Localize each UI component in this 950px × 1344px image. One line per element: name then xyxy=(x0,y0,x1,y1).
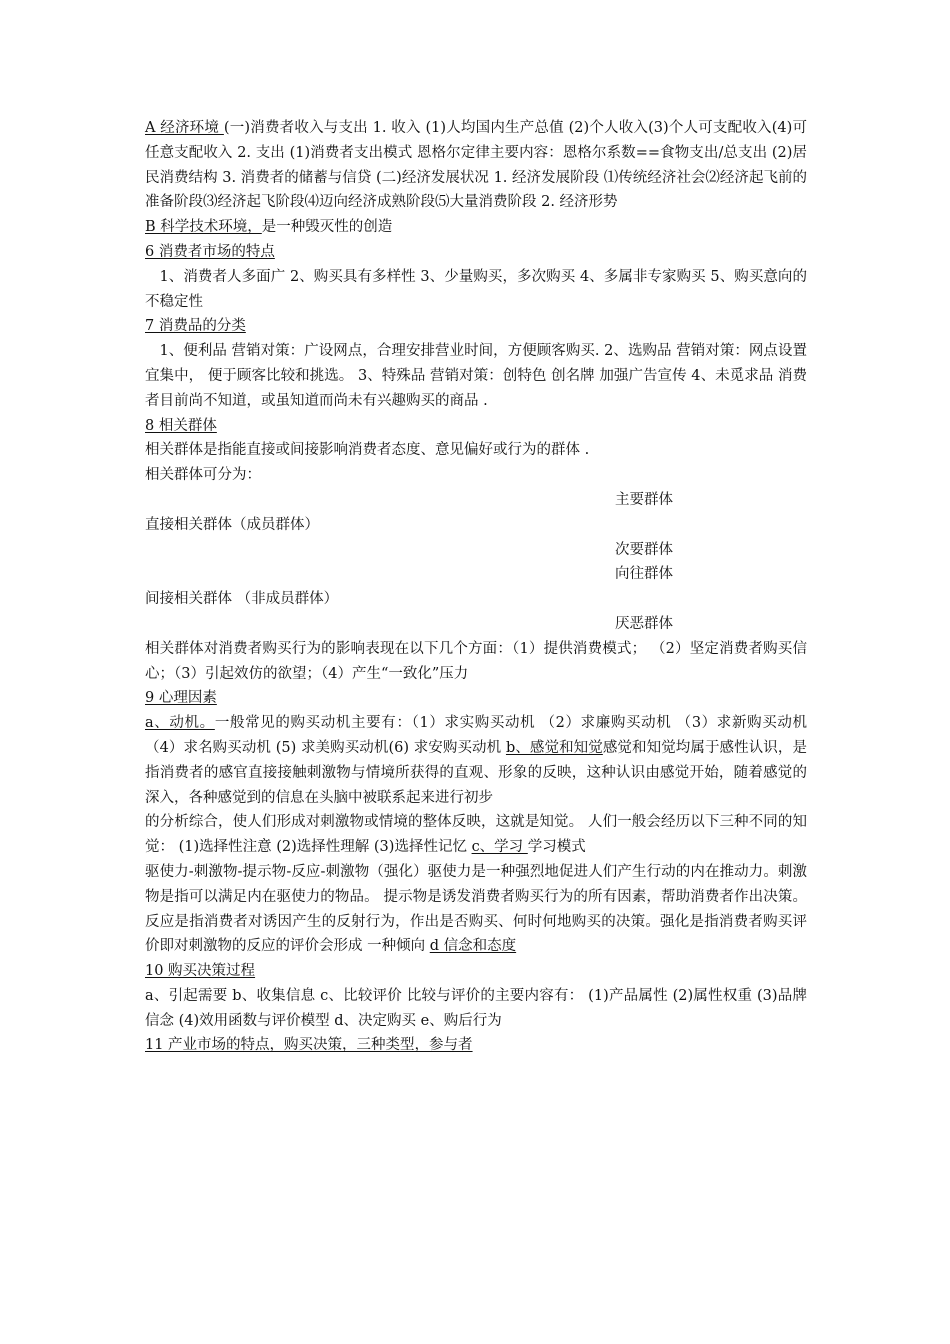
economic-environment-paragraph xyxy=(145,116,807,215)
section-6-heading: 6 消费者市场的特点 xyxy=(145,243,275,260)
beliefs-heading: d 信念和态度 xyxy=(429,938,517,955)
section-8-effects: 相关群体对消费者购买行为的影响表现在以下几个方面：（1）提供消费模式； （2）坚定消费者购买信心；（3）引起效仿的欲望；（4）产生“一致化”压力 xyxy=(145,640,807,682)
group-indirect: 间接相关群体 （非成员群体） xyxy=(145,591,339,608)
tech-environment-text: 是一种毁灭性的创造 xyxy=(261,219,393,236)
document-page xyxy=(145,116,807,1058)
group-aspirational: 向往群体 xyxy=(615,566,673,583)
section-9-paragraph-ab xyxy=(145,711,807,810)
section-8-categories-label: 相关群体可分为： xyxy=(145,467,261,484)
group-direct: 直接相关群体（成员群体） xyxy=(145,516,319,533)
section-7-text: 1、便利品 营销对策：广设网点，合理安排营业时间，方便顾客购买. 2、选购品 营销对策：网点设置宜集中， 便于顾客比较和挑选。 3、特殊品 营销对策：创特色 创名牌 加强广告宣传 4、未觅求品 消费者目前尚不知道，或虽知道而尚未有兴趣购买的商品 . xyxy=(145,343,807,409)
group-primary: 主要群体 xyxy=(615,491,673,508)
section-9-paragraph-c xyxy=(145,810,807,860)
section-6-text: 1、消费者人多面广 2、购买具有多样性 3、少量购买，多次购买 4、多属非专家购买 5、购买意向的不稳定性 xyxy=(145,268,807,310)
learning-model-label: 学习模式 xyxy=(527,839,586,856)
economic-environment-text: (一)消费者收入与支出 1. 收入 (1)人均国内生产总值 (2)个人收入(3)个人可支配收入(4)可任意支配收入 2. 支出 (1)消费者支出模式 恩格尔定律主要内容：恩格尔系数==食物支出/总支出 (2)居民消费结构 3. 消费者的储蓄与信贷 (二)经济发展状况 1. 经济发展阶段 ⑴传统经济社会⑵经济起飞前的准备阶段⑶经济起飞阶段⑷迈向经济成熟阶段⑸大量消费阶段 2. 经济形势 xyxy=(145,120,807,211)
group-dissociative: 厌恶群体 xyxy=(615,615,673,632)
group-secondary: 次要群体 xyxy=(615,541,673,558)
section-7-heading: 7 消费品的分类 xyxy=(145,318,246,335)
motivation-heading: a、动机。 xyxy=(145,715,215,732)
economic-environment-heading: A 经济环境 xyxy=(145,120,224,136)
section-10-text: a、引起需要 b、收集信息 c、比较评价 比较与评价的主要内容有： (1)产品属性 (2)属性权重 (3)品牌信念 (4)效用函数与评价模型 d、决定购买 e、购后行为 xyxy=(145,987,807,1029)
section-8-definition: 相关群体是指能直接或间接影响消费者态度、意见偏好或行为的群体 . xyxy=(145,442,590,459)
tech-environment-paragraph xyxy=(145,215,807,240)
section-9-paragraph-drive xyxy=(145,860,807,959)
learning-model-text: 驱使力-刺激物-提示物-反应-刺激物（强化）驱使力是一种强烈地促进人们产生行动的内在推动力。刺激物是指可以满足内在驱使力的物品。 提示物是诱发消费者购买行为的所有因素，帮助消费者作出决策。反应是指消费者对诱因产生的反射行为，作出是否购买、何时何地购买的决策。强化是指消费者购买评价即对刺激物的反应的评价会形成 一种倾向 xyxy=(145,863,807,955)
perception-heading: b、感觉和知觉 xyxy=(505,739,603,756)
section-8-heading: 8 相关群体 xyxy=(145,417,217,434)
section-11-heading: 11 产业市场的特点，购买决策，三种类型，参与者 xyxy=(145,1037,473,1054)
perception-text-continued: 的分析综合，使人们形成对刺激物或情境的整体反映，这就是知觉。 人们一般会经历以下三种不同的知觉： (1)选择性注意 (2)选择性理解 (3)选择性记忆 xyxy=(145,814,807,856)
section-9-heading: 9 心理因素 xyxy=(145,690,217,707)
motivation-text: 一般常见的购买动机主要有：（1）求实购买动机 （2）求廉购买动机 （3）求新购买动机（4）求名购买动机 (5) 求美购买动机(6) 求安购买动机 xyxy=(145,715,807,756)
section-10-heading: 10 购买决策过程 xyxy=(145,963,256,980)
learning-heading: c、学习 xyxy=(471,839,528,856)
tech-environment-heading: B 科学技术环境， xyxy=(145,219,262,236)
perception-text: 感觉和知觉均属于感性认识，是指消费者的感官直接接触刺激物与情境所获得的直观、形象的反映，这种认识由感觉开始，随着感觉的深入，各种感觉到的信息在头脑中被联系起来进行初步 xyxy=(145,739,807,806)
